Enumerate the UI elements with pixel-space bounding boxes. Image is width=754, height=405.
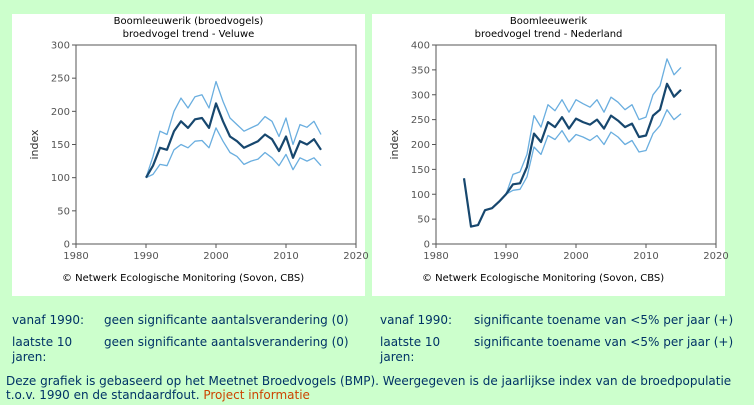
y-tick-label: 50 [57,206,70,218]
x-tick-label: 2010 [633,251,659,262]
chart-nederland [372,14,729,296]
plot-frame [76,45,356,244]
x-tick-label: 1980 [63,251,89,262]
y-tick-label: 200 [410,140,430,151]
info-left-value-2: geen significante aantalsverandering (0) [104,335,349,349]
info-right-label-2: laatste 10 jaren: [380,335,441,364]
chart-subtitle: broedvogel trend - Nederland [474,29,623,40]
y-tick-label: 100 [50,173,70,185]
chart-subtitle: broedvogel trend - Veluwe [122,29,255,40]
y-tick-label: 250 [410,115,430,127]
footer-description [6,374,746,402]
footer-text: Deze grafiek is gebaseerd op het Meetnet Broedvogels (BMP). Weergegeven is de jaarlijkse index van de broedpopulatie t.o.v. 1990 en de standaardfout. [6,374,732,402]
upper-se-line [146,82,321,178]
x-tick-label: 1990 [493,251,519,262]
y-tick-label: 0 [423,239,430,251]
y-tick-label: 350 [410,65,430,77]
info-right-value-1: significante toename van <5% per jaar (+) [474,313,734,327]
y-tick-label: 150 [410,164,430,176]
y-tick-label: 250 [50,73,70,85]
y-tick-label: 100 [410,189,430,201]
y-tick-label: 300 [50,40,70,52]
y-tick-label: 50 [417,214,430,226]
info-left-label-2: laatste 10 jaren: [12,335,73,364]
x-tick-label: 2020 [703,251,729,262]
y-axis-label: index [388,129,401,160]
y-tick-label: 200 [50,106,70,118]
x-tick-label: 2000 [203,251,229,262]
info-left-value-1: geen significante aantalsverandering (0) [104,313,349,327]
x-tick-label: 2000 [563,251,589,262]
y-tick-label: 0 [63,239,70,251]
info-right-value-2: significante toename van <5% per jaar (+) [474,335,734,349]
y-tick-label: 150 [50,140,70,151]
x-tick-label: 1980 [423,251,449,262]
x-tick-label: 2010 [273,251,299,262]
info-left-label-1: vanaf 1990: [12,313,85,327]
x-tick-label: 1990 [133,251,159,262]
y-axis-label: index [28,129,41,160]
project-info-link[interactable]: Project informatie [203,388,310,402]
y-tick-label: 400 [410,40,430,52]
chart-panel-nederland [372,14,729,296]
chart-veluwe [12,14,369,296]
upper-se-line [464,59,681,227]
chart-panel-veluwe [12,14,369,296]
copyright-text: © Netwerk Ecologische Monitoring (Sovon, CBS) [62,273,305,284]
x-tick-label: 2020 [343,251,369,262]
chart-title: Boomleeuwerik [509,16,588,27]
y-tick-label: 300 [410,90,430,102]
chart-title: Boomleeuwerik (broedvogels) [113,16,264,27]
info-right-label-1: vanaf 1990: [380,313,453,327]
copyright-text: © Netwerk Ecologische Monitoring (Sovon, CBS) [422,273,665,284]
